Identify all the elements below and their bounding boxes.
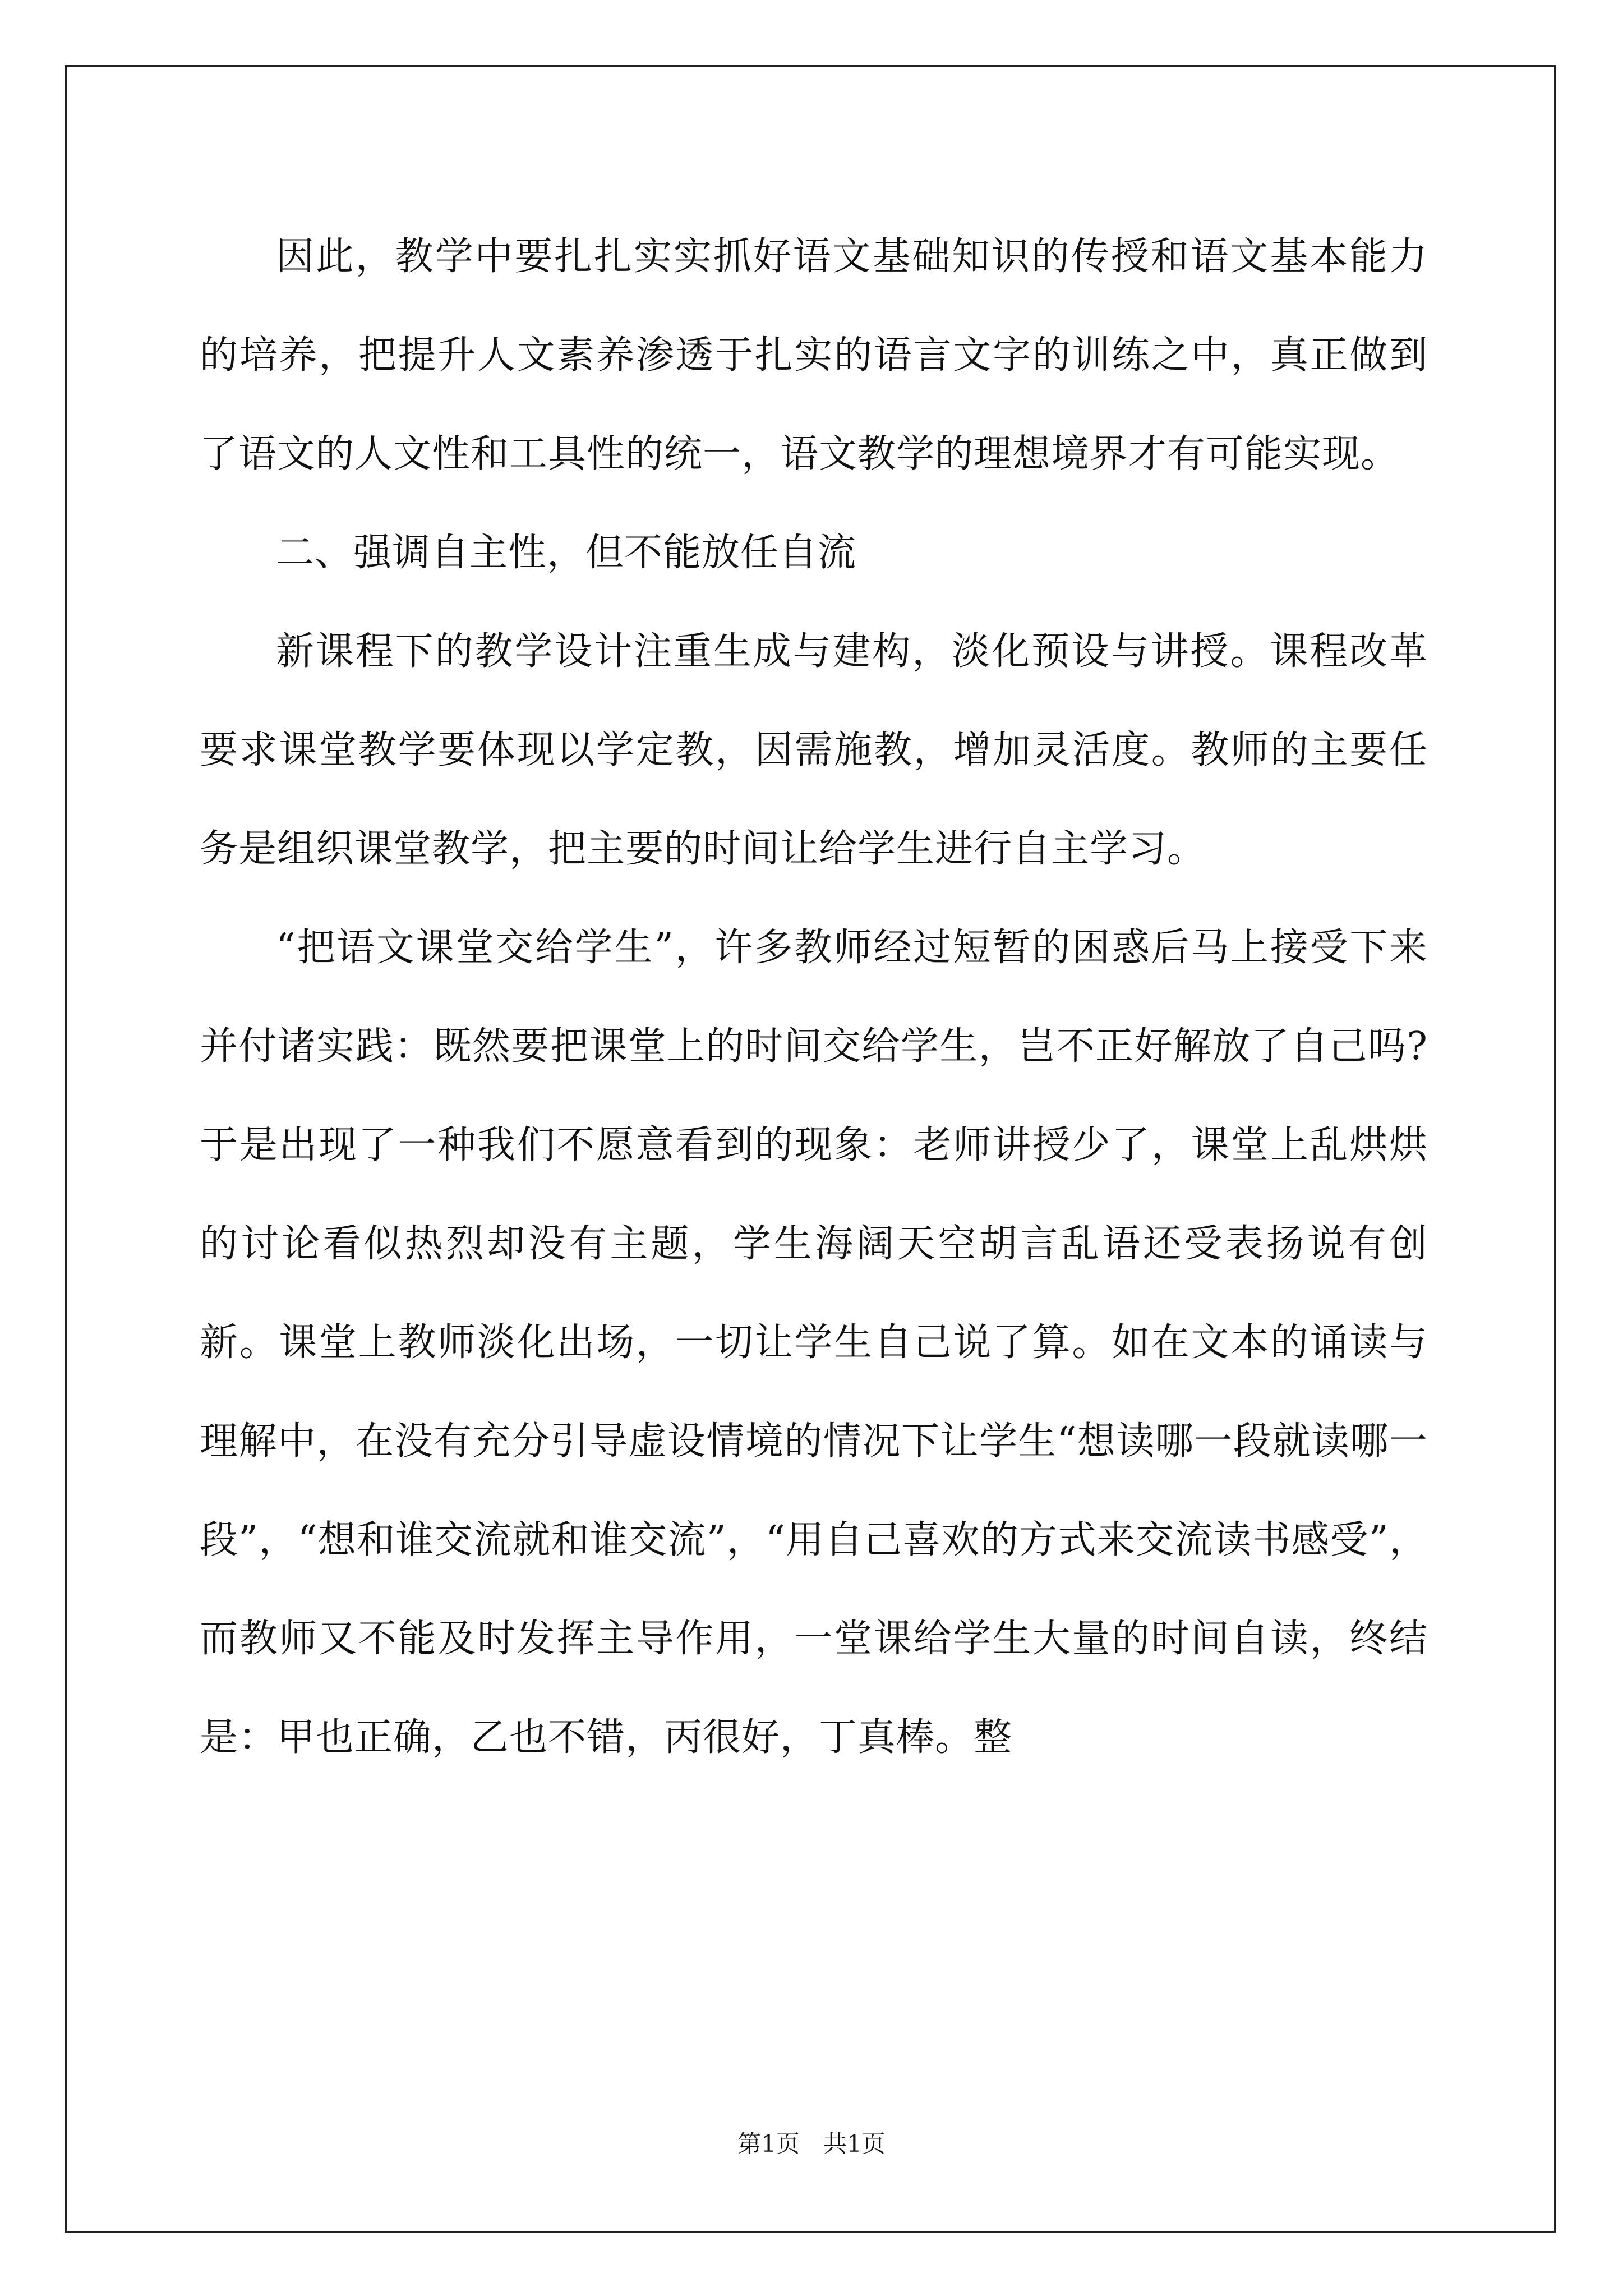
paragraph-classroom-phenomenon: “把语文课堂交给学生”，许多教师经过短暂的困惑后马上接受下来并付诸实践：既然要把课堂上的时间交给学生，岂不正好解放了自己吗?于是出现了一种我们不愿意看到的现象：老师讲授少了，课堂上乱烘烘的讨论看似热烈却没有主题，学生海阔天空胡言乱语还受表扬说有创新。课堂上教师淡化出场，一切让学生自己说了算。如在文本的诵读与理解中，在没有充分引导虚设情境的情况下让学生“想读哪一段就读哪一段”，“想和谁交流就和谁交流”，“用自己喜欢的方式来交流读书感受”，而教师又不能及时发挥主导作用，一堂课给学生大量的时间自读，终结是：甲也正确，乙也不错，丙很好，丁真棒。整 [200, 926, 1428, 1760]
document-body [200, 208, 1428, 1787]
section-heading: 二、强调自主性，但不能放任自流 [276, 531, 857, 575]
paragraph-conclusion: 因此，教学中要扎扎实实抓好语文基础知识的传授和语文基本能力的培养，把提升人文素养渗透于扎实的语言文字的训练之中，真正做到了语文的人文性和工具性的统一，语文教学的理想境界才有可能实现。 [200, 234, 1428, 476]
page-footer: 第1页 共1页 [737, 2130, 886, 2157]
paragraph-new-curriculum: 新课程下的教学设计注重生成与建构，淡化预设与讲授。课程改革要求课堂教学要体现以学定教，因需施教，增加灵活度。教师的主要任务是组织课堂教学，把主要的时间让给学生进行自主学习。 [200, 629, 1428, 871]
